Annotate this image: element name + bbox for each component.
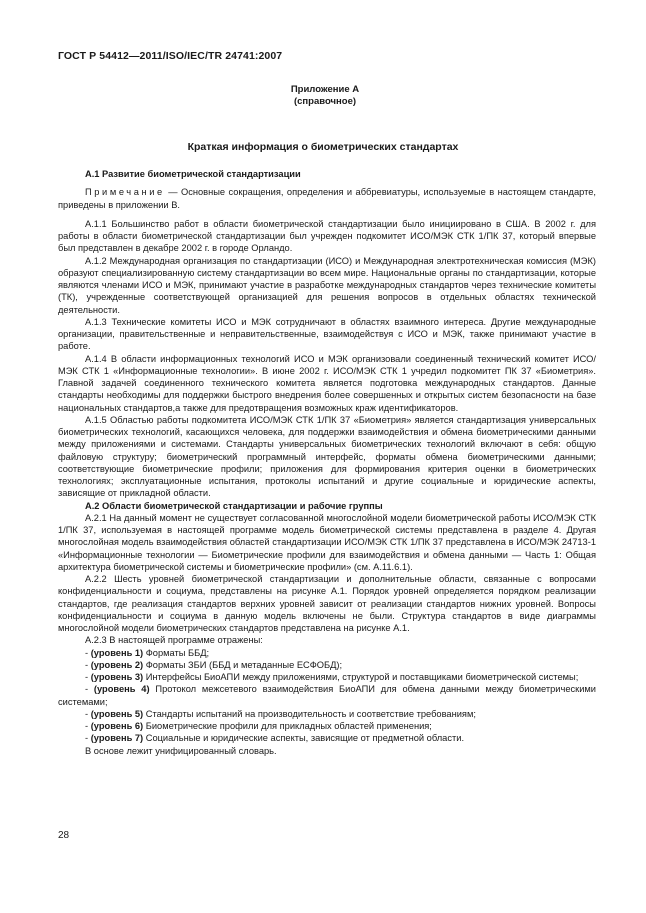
page-number: 28 <box>58 830 70 841</box>
list-item-level-1 <box>58 647 596 659</box>
list-item-level-2 <box>58 659 596 671</box>
closing-paragraph: В основе лежит унифицированный словарь. <box>85 745 277 756</box>
annex-heading <box>0 84 646 108</box>
level-label: (уровень 2) <box>90 659 144 670</box>
list-dash: - <box>85 721 91 731</box>
list-item-level-5 <box>58 708 596 720</box>
document-body <box>58 168 596 757</box>
paragraph-a1-3: А.1.3 Технические комитеты ИСО и МЭК сотрудничают в областях взаимного интереса. Другие международные организации, правительственные и неправительственные, взаимодействуя с ИСО и МЭК, также принимают участие в работе. <box>58 316 596 352</box>
note-paragraph <box>58 186 596 211</box>
note-label: Примечание <box>85 187 165 198</box>
note-text: — Основные сокращения, определения и аббревиатуры, используемые в настоящем стандарте, приведены в приложении В. <box>58 187 596 210</box>
paragraph-a1-1: А.1.1 Большинство работ в области биометрической стандартизации было инициировано в США. В 2002 г. для работы в области биометрической стандартизации был учрежден подкомитет ИСО/МЭК СТК 1/ПК 37, который впервые был представлен в декабре 2002 г. в городе Орландо. <box>58 218 596 254</box>
paragraph-a2-2: А.2.2 Шесть уровней биометрической стандартизации и дополнительные области, связанные с вопросами конфиденциальности и социума, представлены на рисунке А.1. Порядок уровней определяется порядком реализации стандартов, где реализация стандартов верхних уровней зависит от реализации стандартов нижних уровней. Вопросы конфиденциальности и социума в данную модель включены не были. Структура стандартов в виде диаграммы многослойной модели биометрических стандартов представлена на рисунке А.1. <box>58 574 596 633</box>
level-label: (уровень 5) <box>90 708 144 719</box>
list-dash: - <box>85 684 94 695</box>
level-text: Социальные и юридические аспекты, зависящие от предметной области. <box>143 733 465 744</box>
list-item-level-4 <box>58 683 596 708</box>
annex-type: (справочное) <box>293 96 357 107</box>
level-label: (уровень 3) <box>90 672 144 682</box>
paragraph-a1-4: А.1.4 В области информационных технологий ИСО и МЭК организовали соединенный технический комитет ИСО/МЭК СТК 1 «Информационные технологии». В июне 2002 г. ИСО/МЭК СТК 1 учредил подкомитет ПК 37 «Биометрия». Главной задачей соединенного технического комитета является подготовка международных стандартов. Данные стандарты необходимы для поддержки быстрого внедрения более совершенных и открытых систем безопасности на базе национальных стандартов,а также для предотвращения возможных краж идентификаторов. <box>58 353 596 413</box>
section-heading-a2: А.2 Области биометрической стандартизации и рабочие группы <box>85 500 383 511</box>
level-label: (уровень 1) <box>90 647 144 658</box>
paragraph-a2-1: А.2.1 На данный момент не существует согласованной многослойной модели биометрической работы ИСО/МЭК СТК 1/ПК 37, используемая в настоящей программе модель биометрической системы представлена в разделе 4. Другая многослойная модель взаимодействия областей стандартизации ИСО/МЭК СТК 1/ПК 37 представлена в ИСО/МЭК 24713-1 «Информационные технологии — Биометрические профили для взаимодействия и обмена данными — Часть 1: Общая архитектура биометрической системы и биометрические профили» (см. А.11.6.1). <box>58 512 596 572</box>
level-label: (уровень 4) <box>93 684 150 695</box>
list-item-level-3 <box>58 671 596 683</box>
list-dash: - <box>85 672 91 682</box>
standard-designation: ГОСТ Р 54412—2011/ISO/IEC/TR 24741:2007 <box>58 50 283 62</box>
paragraph-a1-5: А.1.5 Областью работы подкомитета ИСО/МЭК СТК 1/ПК 37 «Биометрия» является стандартизация универсальных биометрических технологий, касающихся человека, для поддержки взаимодействия и обмена биометрическими данными между приложениями и системами. Стандарты универсальных биометрических технологий включают в себя: общую файловую структуру; биометрический программный интерфейс, форматы обмена биометрическими данными; соответствующие биометрические профили; приложения для формирования критерия оценки в биометрических технологиях; эксплуатационные испытания, протоколы испытаний и другие социальные и юридические аспекты, зависящие от прикладной области. <box>58 414 596 499</box>
list-dash: - <box>85 659 91 670</box>
level-label: (уровень 6) <box>90 721 144 731</box>
list-item-level-7 <box>58 732 596 744</box>
level-text: Биометрические профили для прикладных областей применения; <box>143 721 432 731</box>
paragraph-a2-3: А.2.3 В настоящей программе отражены: <box>85 635 263 646</box>
document-title: Краткая информация о биометрических стандартах <box>187 141 459 153</box>
list-dash: - <box>85 708 91 719</box>
list-item-level-6 <box>58 720 596 732</box>
paragraph-a1-2: А.1.2 Международная организация по стандартизации (ИСО) и Международная электротехническая комиссия (МЭК) образуют специализированную систему стандартизации во всем мире. Национальные органы по стандартизации, которые являются членами ИСО и МЭК, принимают участие в разработке международных стандартов через технические комитеты (ТК), учрежденные соответствующей организацией для решения вопросов в отдельных областях технической деятельности. <box>58 255 596 315</box>
annex-title: Приложение А <box>290 84 360 95</box>
section-heading-a1: А.1 Развитие биометрической стандартизации <box>85 169 301 179</box>
list-dash: - <box>85 647 91 658</box>
level-text: Интерфейсы БиоАПИ между приложениями, структурой и поставщиками биометрической системы; <box>143 672 579 682</box>
level-text: Форматы ЗБИ (ББД и метаданные ЕСФОБД); <box>143 659 343 670</box>
level-label: (уровень 7) <box>90 733 144 744</box>
level-text: Протокол межсетевого взаимодействия БиоАПИ для обмена данными между биометрическими системами; <box>58 684 596 707</box>
level-text: Форматы ББД; <box>143 647 210 658</box>
list-dash: - <box>85 733 91 744</box>
level-text: Стандарты испытаний на производительность и соответствие требованиям; <box>143 708 476 719</box>
